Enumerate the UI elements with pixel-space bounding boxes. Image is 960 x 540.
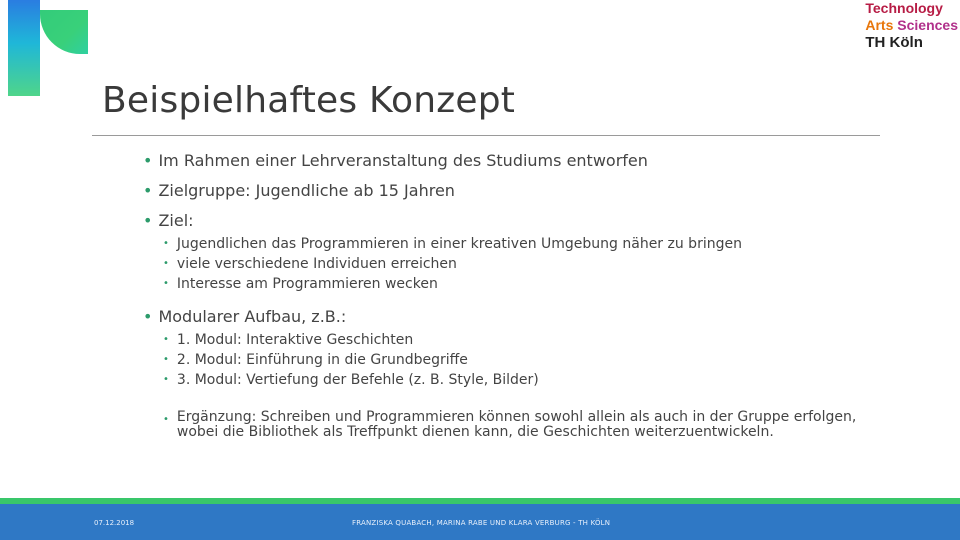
slide-content [143,150,863,446]
bullet-icon: • [163,258,169,269]
sub-bullet: • Interesse am Programmieren wecken [163,276,438,292]
sub-bullet: • 3. Modul: Vertiefung der Befehle (z. B. Style, Bilder) [163,372,539,388]
bullet-icon: • [143,151,153,170]
sub-bullet: • 1. Modul: Interaktive Geschichten [163,332,414,348]
bullet-zielgruppe: • Zielgruppe: Jugendliche ab 15 Jahren [143,181,455,200]
bullet-icon: • [163,354,169,365]
logo-line-arts: Arts [865,17,894,33]
logo-line-sciences: Sciences [897,17,958,33]
footer-authors: FRANZISKA QUABACH, MARINA RABE UND KLARA VERBURG - TH KÖLN [352,519,611,527]
sub-bullet: • Jugendlichen das Programmieren in einer kreativen Umgebung näher zu bringen [163,236,742,252]
bullet-icon: • [163,374,169,385]
bullet-icon: • [143,307,153,326]
footer-date: 07.12.2018 [94,519,135,527]
bullet-icon: • [163,414,169,425]
bullet-rahmen: • Im Rahmen einer Lehrveranstaltung des Studiums entworfen [143,151,648,170]
bullet-icon: • [163,334,169,345]
ziel-sublist [163,234,863,294]
logo-line-th-koeln: TH Köln [865,34,923,51]
bullet-icon: • [143,211,153,230]
sub-bullet: • viele verschiedene Individuen erreichen [163,256,457,272]
modular-sublist [163,330,863,440]
sub-bullet: • 2. Modul: Einführung in die Grundbegriffe [163,352,468,368]
slide-title: Beispielhaftes Konzept [102,80,516,121]
bullet-modular: • Modularer Aufbau, z.B.: [143,307,347,326]
bullet-ziel: • Ziel: [143,211,194,230]
decor-gradient-bar [8,0,40,96]
logo-line-technology: Technology [865,0,943,16]
title-divider [92,135,880,136]
bullet-icon: • [163,238,169,249]
th-koeln-logo [865,0,958,51]
bullet-icon: • [143,181,153,200]
sub-bullet-ergaenzung: • Ergänzung: Schreiben und Programmieren können sowohl allein als auch in der Gruppe erfolgen, wobei die Bibliothek als Treffpunkt dienen kann, die Geschichten weiterzuentwickeln. [163,409,857,440]
decor-gradient-hook [40,10,88,54]
bullet-icon: • [163,278,169,289]
